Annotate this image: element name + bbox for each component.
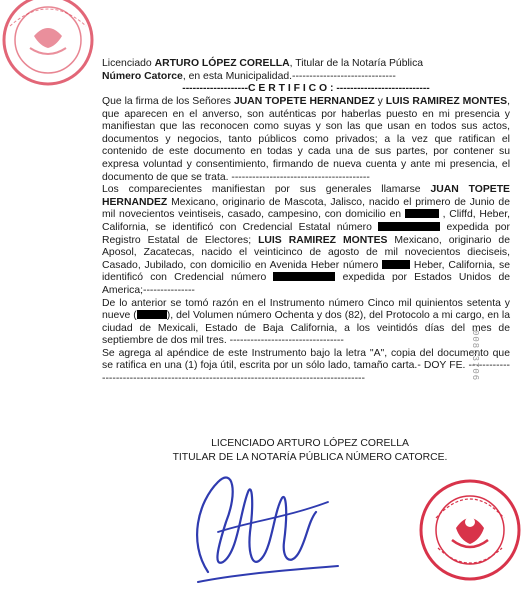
header-text: , en esta Municipalidad.------------------------------ [182,70,396,82]
text: , que aparecen en el anverso, son auténticas por haberlas puesto en mi presencia y manifiestan que las reconocen como suyas y son las que usan en todos sus actos, documentos y negocios, tanto públicos como privados; a la vez que ratifican el contenido de este documento en todas y cada una de sus partes, por contener su expresa voluntad y consentimiento, firmando de nueva cuenta y ante mi presencia, el documento de que se trata. ---------------------------------------- [102,96,510,183]
handwritten-signature [178,462,348,592]
text: Heber, California, se identificó con Credencial número [102,259,510,284]
signer-title: TITULAR DE LA NOTARÍA PÚBLICA NÚMERO CATORCE. [172,452,448,463]
body-paragraphs [102,96,510,386]
notary-seal-top-left [0,0,118,88]
person-name: JUAN TOPETE HERNANDEZ [233,96,375,107]
paragraph-apendice: Se agrega al apéndice de este Instrumento bajo la letra "A", copia del documento que se ratifica en una (1) foja útil, escrita por un sólo lado, tamaño carta.- DOY FE. ---------------------------------------------------------------------------------------- [102,347,510,385]
header-text: , Titular de la Notaría Pública [289,58,424,69]
text: ), del Volumen número Ochenta y dos (82), del Protocolo a mi cargo, en la ciudad de Mexicali, Estado de Baja California, a los veintidós días del mes de septiembre de dos mil tres. --------------------------------- [102,310,510,347]
notary-number: Número Catorce [102,70,183,82]
notary-seal-bottom-right [418,478,522,582]
redaction-block [382,260,410,269]
text: Mexicano, originario de Mascota, Jalisco, nacido el primero de Junio de mil novecientos veintiseis, casado, campesino, con domicilio en [102,196,510,221]
text: expedida por Estados Unidos de America;--------------- [102,272,510,296]
person-name: LUIS RAMIREZ MONTES [385,96,508,107]
redaction-block [378,222,440,231]
header-text: Licenciado [102,58,155,69]
side-serial-stamp: 00853706 [470,330,480,382]
text: De lo anterior se tomó razón en el Instrumento número Cinco mil quinientos setenta y nueve ( [102,297,510,322]
text: , Cliffd, Heber, California, se identificó con Credencial Estatal número [102,209,510,233]
signer-name: LICENCIADO ARTURO LÓPEZ CORELLA [211,438,409,449]
certifico-heading: -------------------C E R T I F I C O : --------------------------- [182,83,430,95]
person-name: JUAN TOPETE HERNANDEZ [102,184,510,208]
paragraph-signatures [102,96,510,184]
paragraph-instrumento [102,298,510,348]
notary-header [102,58,510,96]
text: expedida por Registro Estatal de Electores; [102,221,510,246]
text: y [374,96,386,107]
person-name: LUIS RAMIREZ MONTES [258,234,388,246]
paragraph-generales [102,184,510,297]
text: Los comparecientes manifiestan por sus generales llamarse [102,184,431,196]
redaction-block [273,272,335,281]
redaction-block [405,209,439,218]
notary-name: ARTURO LÓPEZ CORELLA [154,58,290,69]
header-line-2 [102,71,510,84]
text: Que la firma de los Señores [102,96,234,107]
redaction-block [137,310,167,319]
text: Mexicano, originario de Aposol, Zacatecas, nacido el veinticinco de agosto de mil novecientos dieciseis, Casado, Jubilado, con domicilio en Avenida Heber número [102,234,510,271]
header-line-1 [102,58,510,71]
